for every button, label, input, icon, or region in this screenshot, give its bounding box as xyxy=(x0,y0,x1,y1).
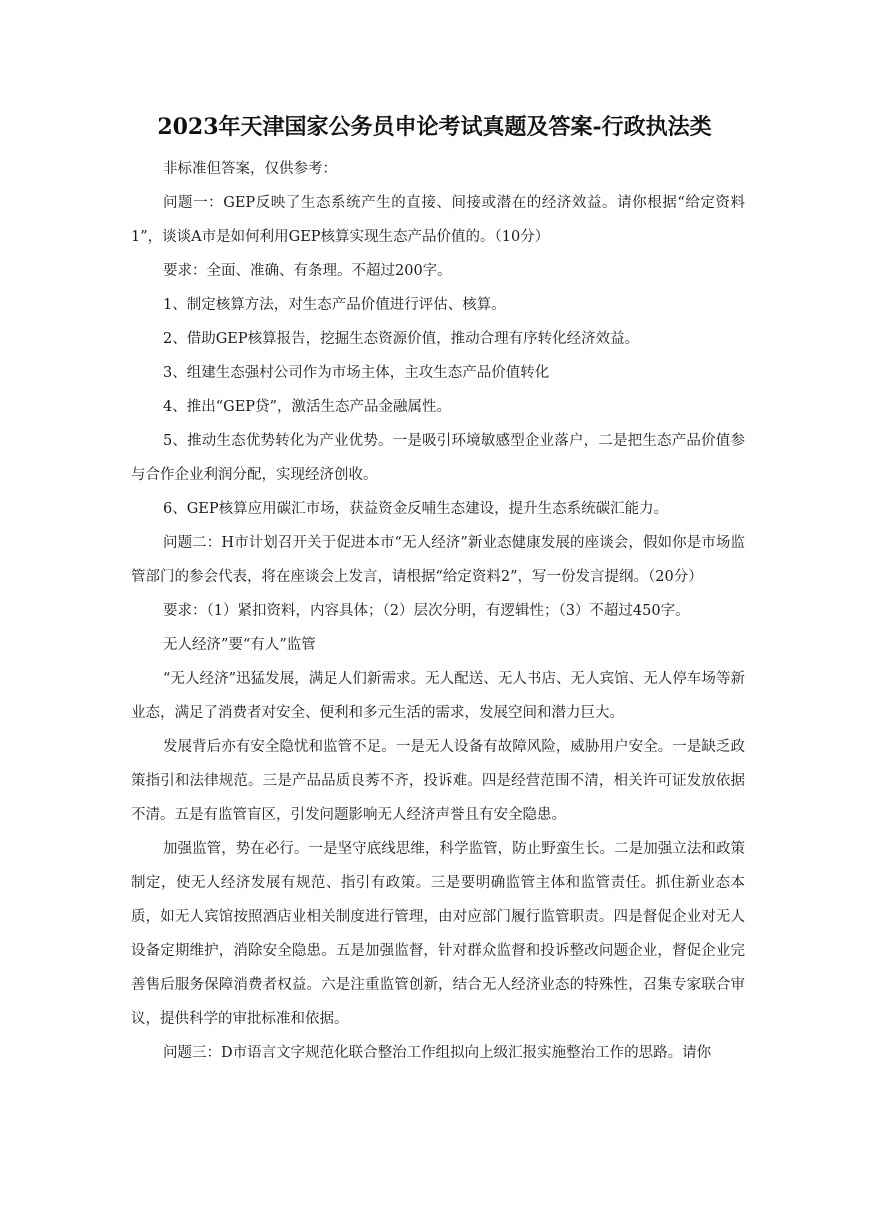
paragraph-answer-2-1: “无人经济”迅猛发展，满足人们新需求。无人配送、无人书店、无人宾馆、无人停车场等新业态，满足了消费者对安全、便利和多元生活的需求，发展空间和潜力巨大。 xyxy=(131,671,745,721)
paragraph-requirement-1: 要求：全面、准确、有条理。不超过200字。 xyxy=(163,263,452,279)
paragraph-question-3: 问题三：D市语言文字规范化联合整治工作组拟向上级汇报实施整治工作的思路。请你 xyxy=(163,1045,712,1061)
paragraph-answer-1-3: 3、组建生态强村公司作为市场主体，主攻生态产品价值转化 xyxy=(163,365,550,381)
paragraph-answer-2-3: 加强监管，势在必行。一是坚守底线思维，科学监管，防止野蛮生长。二是加强立法和政策制定，使无人经济发展有规范、指引有政策。三是要明确监管主体和监管责任。抓住新业态本质，如无人宾馆按照酒店业相关制度进行管理，由对应部门履行监管职责。四是督促企业对无人设备定期维护，消除安全隐患。五是加强监督，针对群众监督和投诉整改问题企业，督促企业完善售后服务保障消费者权益。六是注重监管创新，结合无人经济业态的特殊性，召集专家联合审议，提供科学的审批标准和依据。 xyxy=(131,841,745,1027)
paragraph-answer-1-2: 2、借助GEP核算报告，挖掘生态资源价值，推动合理有序转化经济效益。 xyxy=(163,331,640,347)
paragraph-answer-1-6: 6、GEP核算应用碳汇市场，获益资金反哺生态建设，提升生态系统碳汇能力。 xyxy=(163,501,669,517)
paragraph-question-1: 问题一：GEP反映了生态系统产生的直接、间接或潜在的经济效益。请你根据“给定资料1”，谈谈A市是如何利用GEP核算实现生态产品价值的。（10分） xyxy=(131,195,745,245)
paragraph-answer-1-1: 1、制定核算方法，对生态产品价值进行评估、核算。 xyxy=(163,297,506,313)
paragraph-answer-1-5: 5、推动生态优势转化为产业优势。一是吸引环境敏感型企业落户，二是把生态产品价值参与合作企业利润分配，实现经济创收。 xyxy=(131,433,745,483)
paragraph-answer-2-heading: 无人经济”要“有人”监管 xyxy=(163,637,316,653)
paragraph-question-2: 问题二：H市计划召开关于促进本市“无人经济”新业态健康发展的座谈会，假如你是市场监管部门的参会代表，将在座谈会上发言，请根据“给定资料2”，写一份发言提纲。（20分） xyxy=(131,535,745,585)
paragraph-answer-1-4: 4、推出“GEP贷”，激活生态产品金融属性。 xyxy=(163,399,451,415)
paragraph-requirement-2: 要求：（1）紧扣资料，内容具体；（2）层次分明，有逻辑性；（3）不超过450字。 xyxy=(163,603,690,619)
paragraph-answer-2-2: 发展背后亦有安全隐忧和监管不足。一是无人设备有故障风险，威胁用户安全。一是缺乏政策指引和法律规范。三是产品品质良莠不齐，投诉难。四是经营范围不清，相关许可证发放依据不清。五是有监管盲区，引发问题影响无人经济声誉且有安全隐患。 xyxy=(131,739,745,823)
document-body xyxy=(131,152,745,1070)
paragraph-note: 非标准但答案，仅供参考： xyxy=(163,161,337,177)
document-title: 2023年天津国家公务员申论考试真题及答案-行政执法类 xyxy=(157,114,712,140)
